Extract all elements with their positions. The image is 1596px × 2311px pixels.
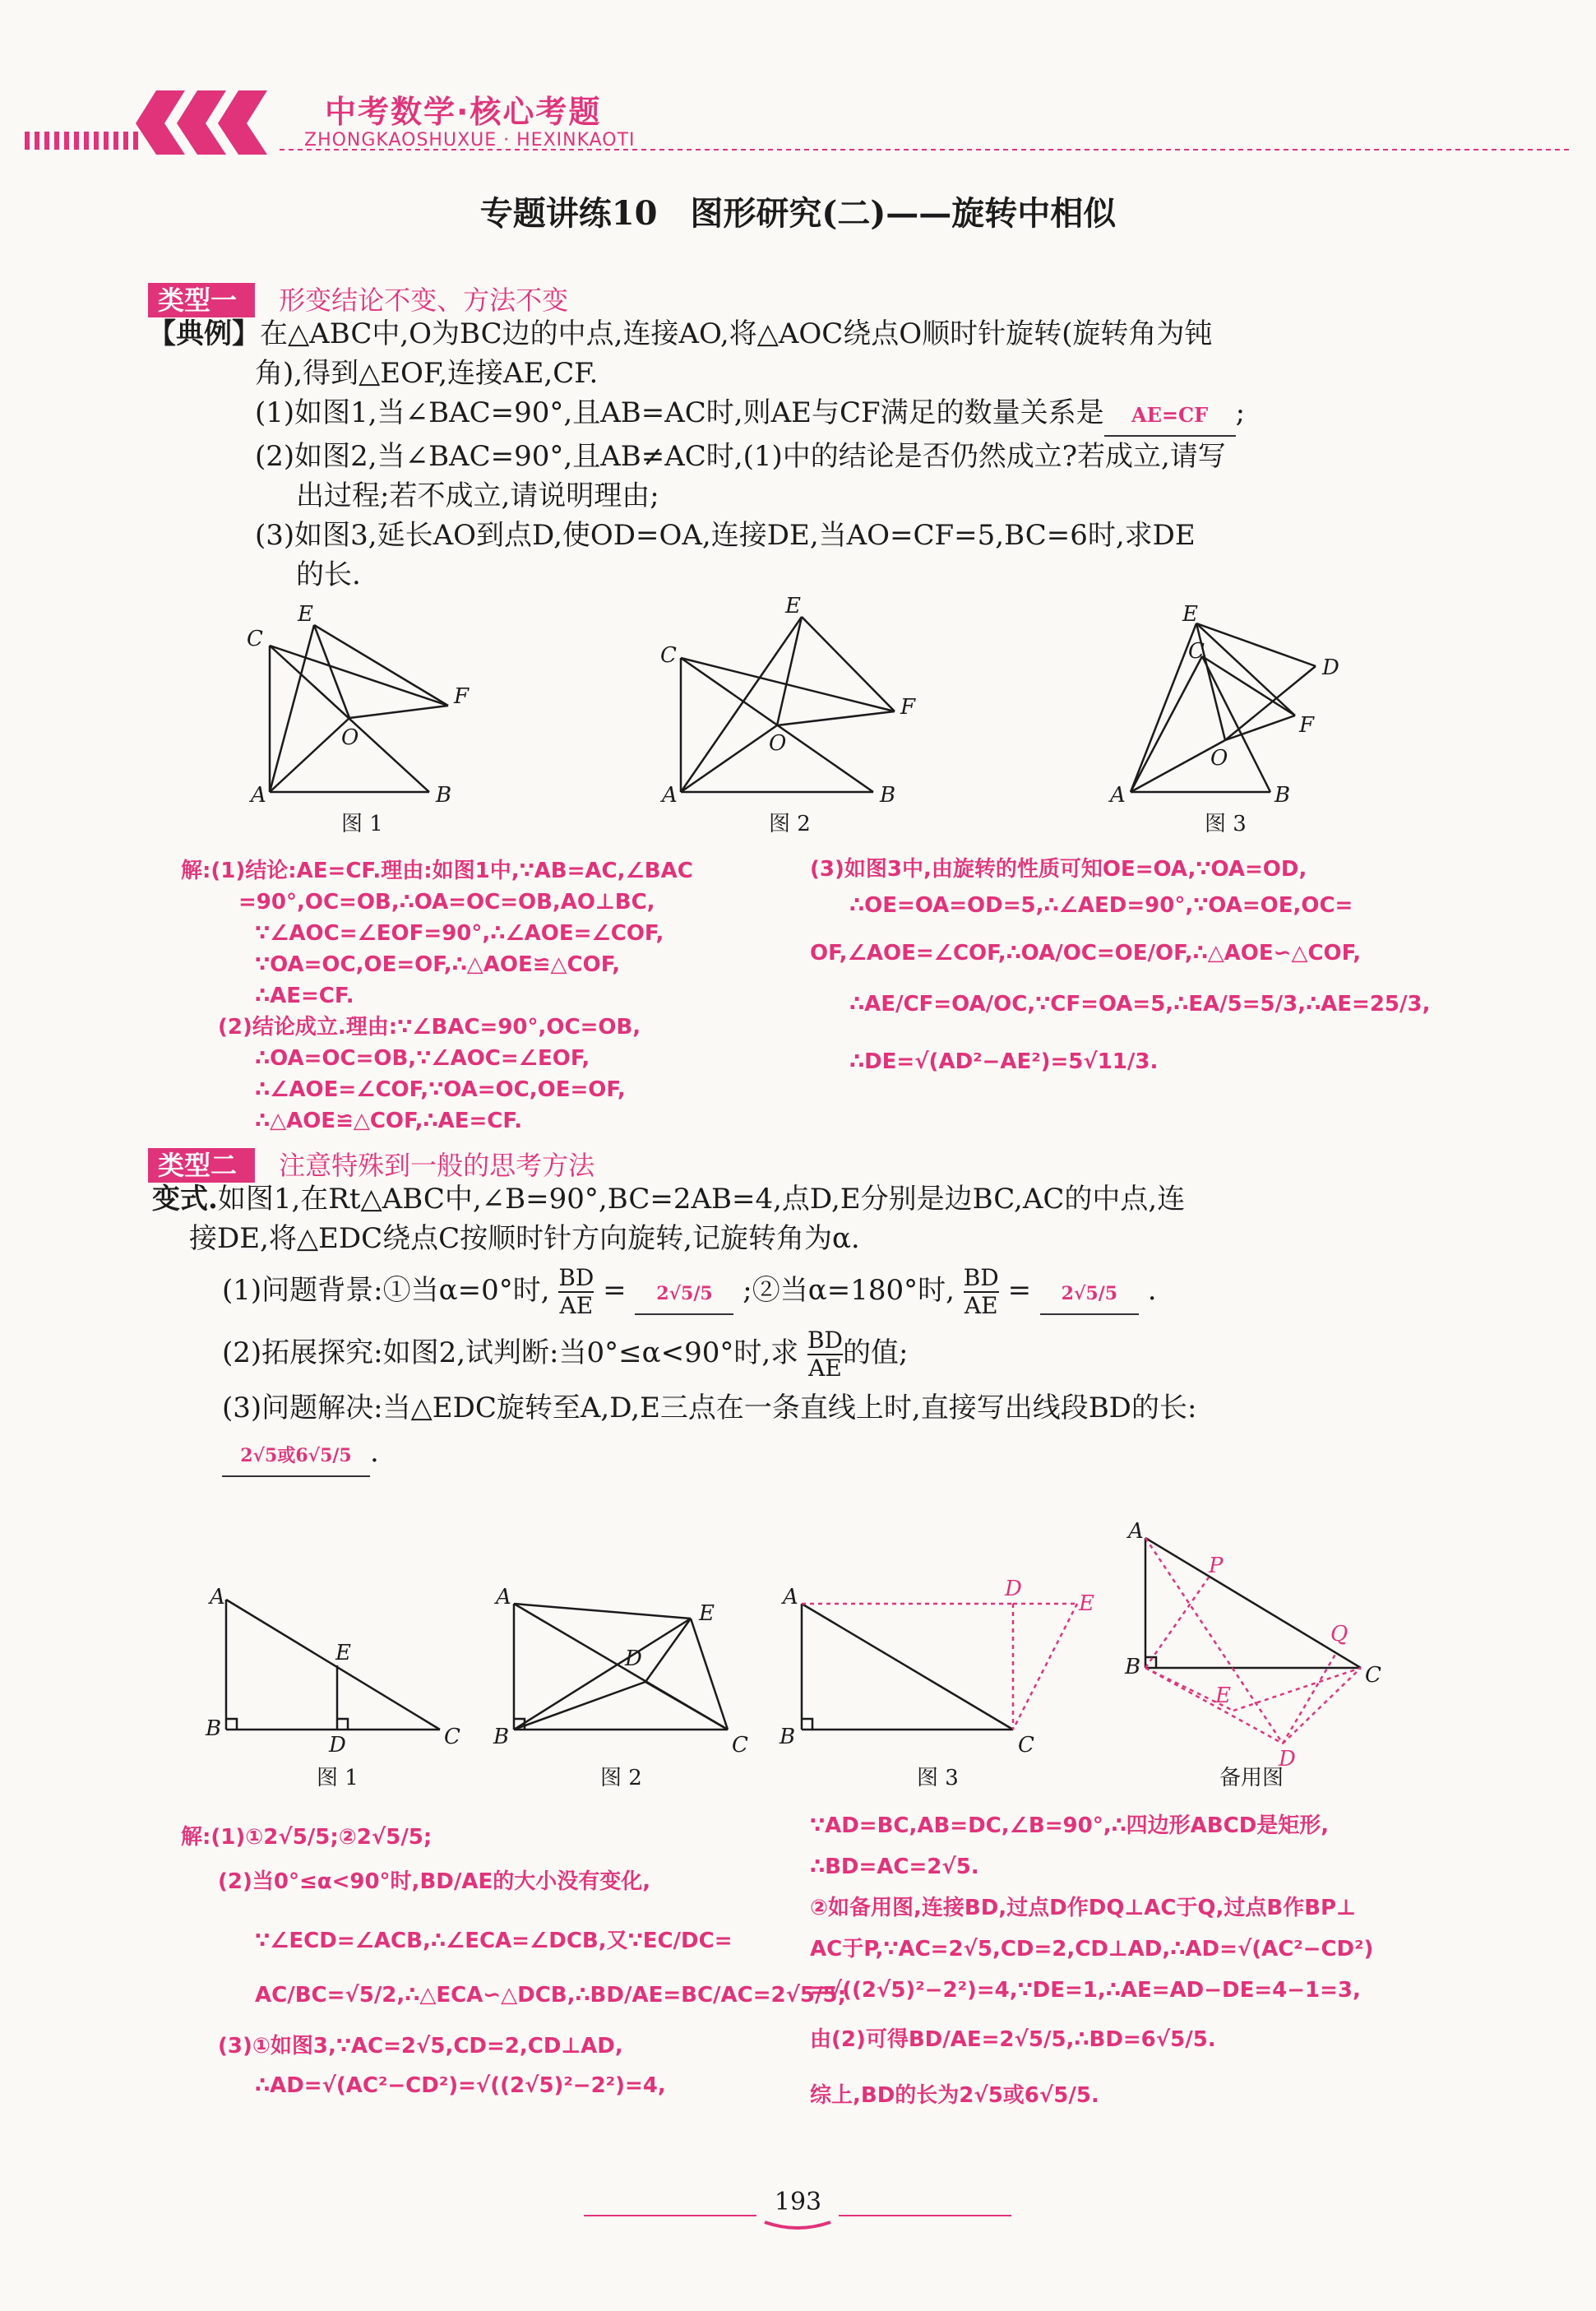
type-label: 类型一 [148,283,255,317]
figure-3-point-label: E [1182,602,1198,627]
figure-1-caption: 图 1 [317,1766,359,1790]
question-1: (1)问题背景:①当α=0°时, $\frac{BD}{AE}$ = 2√5/5 ;②当α=180°时, $\frac{BD}{AE}$ = 2√5/5 . [222,1264,1157,1319]
figure-2-point-label: E [785,594,801,618]
figure-2-point-label: F [900,695,916,720]
figure-2 [681,617,895,792]
question-3: (3)问题解决:当△EDC旋转至A,D,E三点在一条直线上时,直接写出线段BD的长: [222,1392,1197,1424]
figure-1-point-label: O [341,725,359,750]
type-title: 注意特殊到一般的思考方法 [279,1150,595,1181]
section2-problem: 变式.如图1,在Rt△ABC中,∠B=90°,BC=2AB=4,点D,E分别是边BC,AC的中点,连 接DE,将△EDC绕点C按顺时针方向旋转,记旋转角为α. (1)问题背景:①当α=0°时, $\frac{BD}{AE}$ = 2√5/5 ;②当α=180°时, $\frac{BD}{AE}$ = 2√5/5 . (2)拓展探究:如图2,试判断:当0°≤α<90°时,求 $\frac{BD}{AE}$ 的值; (3)问题解决:当△EDC旋转至A,D,E三点在一条直线上时,直接写出线段BD的长: 2√5或6√5/5 . [152,1179,1443,1477]
figure-1-point-label: D [329,1733,346,1758]
header [0,0,1596,164]
figure-3-point-label: E [1079,1591,1094,1616]
section1-figures [0,592,1596,839]
section2-solution-left [181,1818,847,2105]
figure-1-point-label: E [335,1641,351,1665]
figure-3-point-label: C [1188,639,1205,664]
page-number: 193 [774,2188,822,2216]
question-2: (2)拓展探究:如图2,试判断:当0°≤α<90°时,求 $\frac{BD}{AE}$ 的值; [222,1327,909,1382]
solution-line: ∴AD=√(AC²−CD²)=√((2√5)²−2²)=4, [255,2073,666,2098]
solution-line: ∵AD=BC,AB=DC,∠B=90°,∴四边形ABCD是矩形, [810,1813,1330,1838]
figure-3-point-label: A [1110,783,1126,808]
figure-2-point-label: C [660,643,677,668]
solution-line: (2)当0°≤α<90°时,BD/AE的大小没有变化, [218,1869,651,1894]
section2-figures [0,1521,1596,1809]
figure-1 [226,1600,440,1730]
section2-solution-right [810,1805,1550,2116]
brand-title: 中考数学·核心考题 [325,94,602,130]
figure-1-point-label: C [247,627,263,651]
figure-3-point-label: O [1210,746,1228,771]
fraction-bd-ae: $\frac{BD}{AE}$ [963,1264,999,1319]
question-3: (3)如图3,延长AO到点D,使OD=OA,连接DE,当AO=CF=5,BC=6时,求DE [255,519,1196,552]
solution-line: =√((2√5)²−2²)=4,∵DE=1,∴AE=AD−DE=4−1=3, [810,1978,1361,2003]
figure-3 [802,1604,1077,1730]
figure-1-point-label: E [298,602,313,627]
fraction-bd-ae: $\frac{BD}{AE}$ [558,1264,594,1319]
figure-1-labels [247,602,470,836]
figure-3-point-label: D [1322,655,1339,680]
figure-1-caption: 图 1 [341,812,383,836]
solution-line: 解:(1)结论:AE=CF.理由:如图1中,∵AB=AC,∠BAC [181,859,693,883]
figure-2 [514,1604,728,1730]
solution-line: 综上,BD的长为2√5或6√5/5. [810,2083,1099,2108]
question-1: (1)如图1,当∠BAC=90°,且AB=AC时,则AE与CF满足的数量关系是 AE=CF ; [148,393,1439,437]
figure-backup-point-label: Q [1330,1622,1349,1646]
q1-answer: AE=CF [1104,396,1236,437]
solution-line: ∵∠ECD=∠ACB,∴∠ECA=∠DCB,又∵EC/DC= [255,1929,733,1953]
figure-3-point-label: A [783,1585,798,1609]
solution-line: ∴∠AOE=∠COF,∵OA=OC,OE=OF, [255,1077,626,1102]
figure-3-caption: 图 3 [1205,812,1247,836]
header-stripes [25,132,138,150]
section2-heading [148,1145,594,1183]
figure-2-point-label: B [880,783,896,808]
solution-line: ∴AE/CF=OA/OC,∵CF=OA=5,∴EA/5=5/3,∴AE=25/3, [849,992,1431,1017]
figure-2-caption: 图 2 [769,812,811,836]
solution-line: OF,∠AOE=∠COF,∴OA/OC=OE/OF,∴△AOE∽△COF, [810,941,1362,966]
figure-3-point-label: B [1274,783,1291,808]
solution-line: AC/BC=√5/2,∴△ECA∽△DCB,∴BD/AE=BC/AC=2√5/5; [255,1983,847,2008]
solution-line: (3)如图3中,由旋转的性质可知OE=OA,∵OA=OD, [810,857,1307,882]
solution-line: ∵∠AOC=∠EOF=90°,∴∠AOE=∠COF, [255,921,664,946]
figure-backup-point-label: C [1365,1663,1381,1688]
q3-answer: 2√5或6√5/5 [222,1436,370,1477]
figure-3-labels [1108,602,1339,836]
type-label: 类型二 [148,1148,255,1183]
figure-2-point-label: B [493,1725,510,1749]
solution-line: 解:(1)①2√5/5;②2√5/5; [181,1825,433,1850]
figure-1-point-label: B [436,783,452,808]
figure-3-caption: 图 3 [917,1766,959,1790]
figure-2-labels [493,1585,748,1790]
solution-line: ∴AE=CF. [255,984,354,1008]
figure-1 [270,625,448,792]
chevron-logo-icon [136,90,267,155]
figure-1-point-label: F [454,684,470,709]
section1-solution-right [810,851,1534,1080]
solution-line: ∴DE=√(AD²−AE²)=5√11/3. [849,1049,1159,1074]
type-title: 形变结论不变、方法不变 [279,285,569,316]
figure-1-point-label: C [444,1725,460,1749]
figure-backup-point-label: B [1125,1655,1141,1679]
solution-line: (3)①如图3,∵AC=2√5,CD=2,CD⊥AD, [218,2034,623,2059]
figure-1-point-label: B [206,1716,222,1741]
solution-line: ∴△AOE≌△COF,∴AE=CF. [255,1109,523,1133]
figure-2-caption: 图 2 [600,1766,642,1790]
section1-heading [148,280,568,317]
figure-1-point-label: A [210,1585,225,1609]
figure-backup-point-label: E [1215,1683,1231,1708]
solution-line: ∴OA=OC=OB,∵∠AOC=∠EOF, [255,1046,590,1071]
variant-tag: 变式. [152,1183,218,1216]
figure-3-point-label: C [1018,1733,1034,1758]
solution-line: ∵OA=OC,OE=OF,∴△AOE≌△COF, [255,952,621,977]
example-intro: 【典例】在△ABC中,O为BC边的中点,连接AO,将△AOC绕点O顺时针旋转(旋转角为钝 [148,317,1213,350]
example-tag: 【典例】 [148,317,260,350]
solution-line: ∴BD=AC=2√5. [810,1855,979,1879]
page-title: 专题讲练10 图形研究(二)——旋转中相似 [479,194,1117,233]
figure-backup-point-label: A [1128,1521,1144,1544]
fraction-bd-ae: $\frac{BD}{AE}$ [807,1327,843,1382]
section1-problem: 【典例】在△ABC中,O为BC边的中点,连接AO,将△AOC绕点O顺时针旋转(旋转角为钝 角),得到△EOF,连接AE,CF. (1)如图1,当∠BAC=90°,且AB=AC时,则AE与CF满足的数量关系是 AE=CF ; (2)如图2,当∠BAC=90°,且AB≠AC时,(1)中的结论是否仍然成立?若成立,请写 出过程;若不成立,请说明理由; (3)如图3,延长AO到点D,使OD=OA,连接DE,当AO=CF=5,BC=6时,求DE 的长. [148,314,1439,595]
figure-backup-point-label: D [1279,1747,1296,1771]
solution-line: ②如备用图,连接BD,过点D作DQ⊥AC于Q,过点B作BP⊥ [810,1896,1356,1920]
solution-line: (2)结论成立.理由:∵∠BAC=90°,OC=OB, [218,1015,641,1040]
figure-1-point-label: A [251,783,266,808]
figure-2-point-label: E [699,1601,715,1626]
figure-backup-caption: 备用图 [1219,1766,1284,1790]
brand-subtitle: ZHONGKAOSHUXUE · HEXINKAOTI [304,130,636,151]
figure-3-point-label: F [1299,713,1315,738]
solution-line: ∴OE=OA=OD=5,∴∠AED=90°,∵OA=OE,OC= [849,893,1353,918]
section1-solution-left [181,855,806,1137]
figure-2-point-label: D [625,1646,642,1671]
figure-backup [1145,1538,1361,1744]
q1-answer-2: 2√5/5 [1040,1274,1139,1315]
figure-2-point-label: C [732,1733,748,1758]
header-decoration [0,0,1596,164]
question-2: (2)如图2,当∠BAC=90°,且AB≠AC时,(1)中的结论是否仍然成立?若成立,请写 [255,440,1226,473]
figure-2-point-label: A [496,1585,511,1609]
figure-3-point-label: B [779,1725,796,1749]
figure-2-labels [660,594,916,836]
q3-answer-line: 2√5或6√5/5 . [152,1433,1443,1477]
figure-1-labels [205,1585,460,1790]
solution-line: 由(2)可得BD/AE=2√5/5,∴BD=6√5/5. [810,2027,1216,2052]
figure-backup-point-label: P [1209,1554,1224,1578]
solution-line: =90°,OC=OB,∴OA=OC=OB,AO⊥BC, [238,890,655,915]
solution-line: AC于P,∵AC=2√5,CD=2,CD⊥AD,∴AD=√(AC²−CD²) [810,1937,1374,1961]
figure-2-point-label: O [769,731,787,756]
variant-intro: 变式.如图1,在Rt△ABC中,∠B=90°,BC=2AB=4,点D,E分别是边BC,AC的中点,连 [152,1183,1186,1216]
q1-answer-1: 2√5/5 [635,1274,733,1315]
figure-3-point-label: D [1005,1577,1022,1601]
figure-2-point-label: A [662,783,678,808]
